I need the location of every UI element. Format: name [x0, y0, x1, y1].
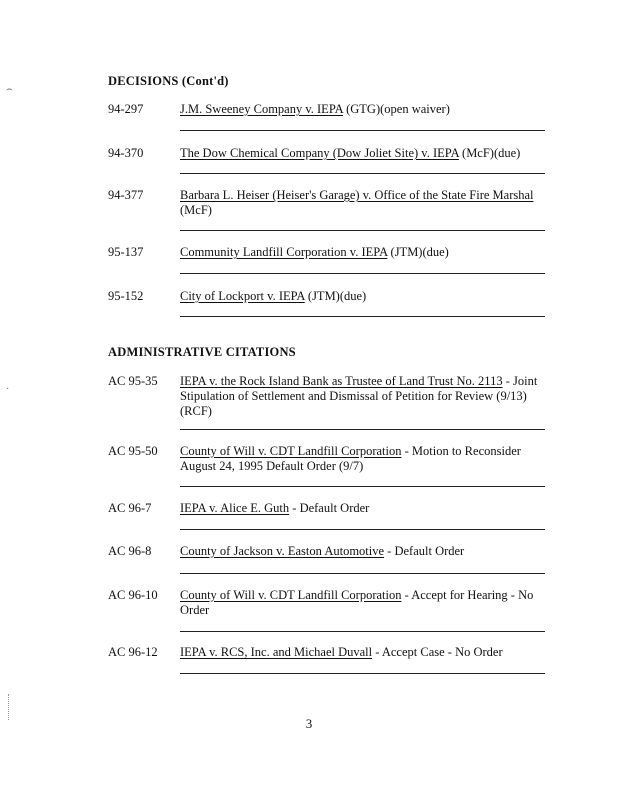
- signature-line: [180, 631, 545, 632]
- signature-line: [180, 486, 545, 487]
- case-title: IEPA v. RCS, Inc. and Michael Duvall: [180, 645, 373, 659]
- case-title: County of Will v. CDT Landfill Corporation: [180, 588, 402, 602]
- signature-line: [180, 429, 545, 430]
- case-title: The Dow Chemical Company (Dow Joliet Site) v. IEPA: [180, 146, 459, 160]
- scan-mark: ·: [6, 384, 10, 395]
- signature-line: [180, 273, 545, 274]
- case-title: County of Will v. CDT Landfill Corporation: [180, 444, 402, 458]
- case-title: City of Lockport v. IEPA: [180, 289, 305, 303]
- signature-line: [180, 673, 545, 674]
- signature-line: [180, 173, 545, 174]
- scan-mark: [8, 694, 25, 720]
- case-notes: (GTG)(open waiver): [342, 102, 450, 116]
- docket-number: AC 96-12: [108, 645, 158, 659]
- docket-number: 94-377: [108, 188, 144, 202]
- case-notes: - Default Order: [289, 501, 370, 515]
- case-description: [180, 374, 546, 419]
- docket-number: AC 96-10: [108, 588, 158, 602]
- case-description: [180, 102, 546, 117]
- docket-number: 95-137: [108, 245, 144, 259]
- case-description: [180, 289, 546, 304]
- docket-number: AC 95-35: [108, 374, 158, 388]
- case-description: [180, 544, 546, 559]
- case-notes: (McF): [180, 203, 212, 217]
- case-description: [180, 645, 546, 660]
- case-notes: - Accept for Hearing - No Order: [180, 588, 534, 617]
- case-notes: (JTM)(due): [387, 245, 449, 259]
- admin-citations-heading: ADMINISTRATIVE CITATIONS: [108, 345, 296, 359]
- docket-number: AC 96-7: [108, 501, 152, 515]
- case-title: Community Landfill Corporation v. IEPA: [180, 245, 388, 259]
- case-notes: (McF)(due): [458, 146, 521, 160]
- docket-number: 94-297: [108, 102, 144, 116]
- case-description: [180, 146, 546, 161]
- case-description: [180, 188, 546, 218]
- case-description: [180, 245, 546, 260]
- signature-line: [180, 529, 545, 530]
- case-notes: - Default Order: [384, 544, 465, 558]
- case-notes: (JTM)(due): [304, 289, 367, 303]
- scan-mark: ⌢: [6, 84, 13, 95]
- case-description: [180, 444, 546, 474]
- case-description: [180, 588, 546, 618]
- signature-line: [180, 230, 545, 231]
- case-title: J.M. Sweeney Company v. IEPA: [180, 102, 343, 116]
- case-title: IEPA v. the Rock Island Bank as Trustee of Land Trust No. 2113: [180, 374, 503, 388]
- case-notes: - Motion to Reconsider August 24, 1995 Default Order (9/7): [180, 444, 521, 473]
- case-title: County of Jackson v. Easton Automotive: [180, 544, 385, 558]
- case-title: Barbara L. Heiser (Heiser's Garage) v. Office of the State Fire Marshal: [180, 188, 534, 202]
- docket-number: AC 96-8: [108, 544, 152, 558]
- case-notes: - Joint Stipulation of Settlement and Dismissal of Petition for Review (9/13)(RCF): [180, 374, 538, 418]
- docket-number: 95-152: [108, 289, 144, 303]
- docket-number: 94-370: [108, 146, 144, 160]
- case-description: [180, 501, 546, 516]
- signature-line: [180, 316, 545, 317]
- docket-number: AC 95-50: [108, 444, 158, 458]
- page-number: 3: [305, 716, 313, 731]
- signature-line: [180, 130, 545, 131]
- case-title: IEPA v. Alice E. Guth: [180, 501, 290, 515]
- signature-line: [180, 573, 545, 574]
- case-notes: - Accept Case - No Order: [372, 645, 503, 659]
- decisions-heading: DECISIONS (Cont'd): [108, 74, 229, 88]
